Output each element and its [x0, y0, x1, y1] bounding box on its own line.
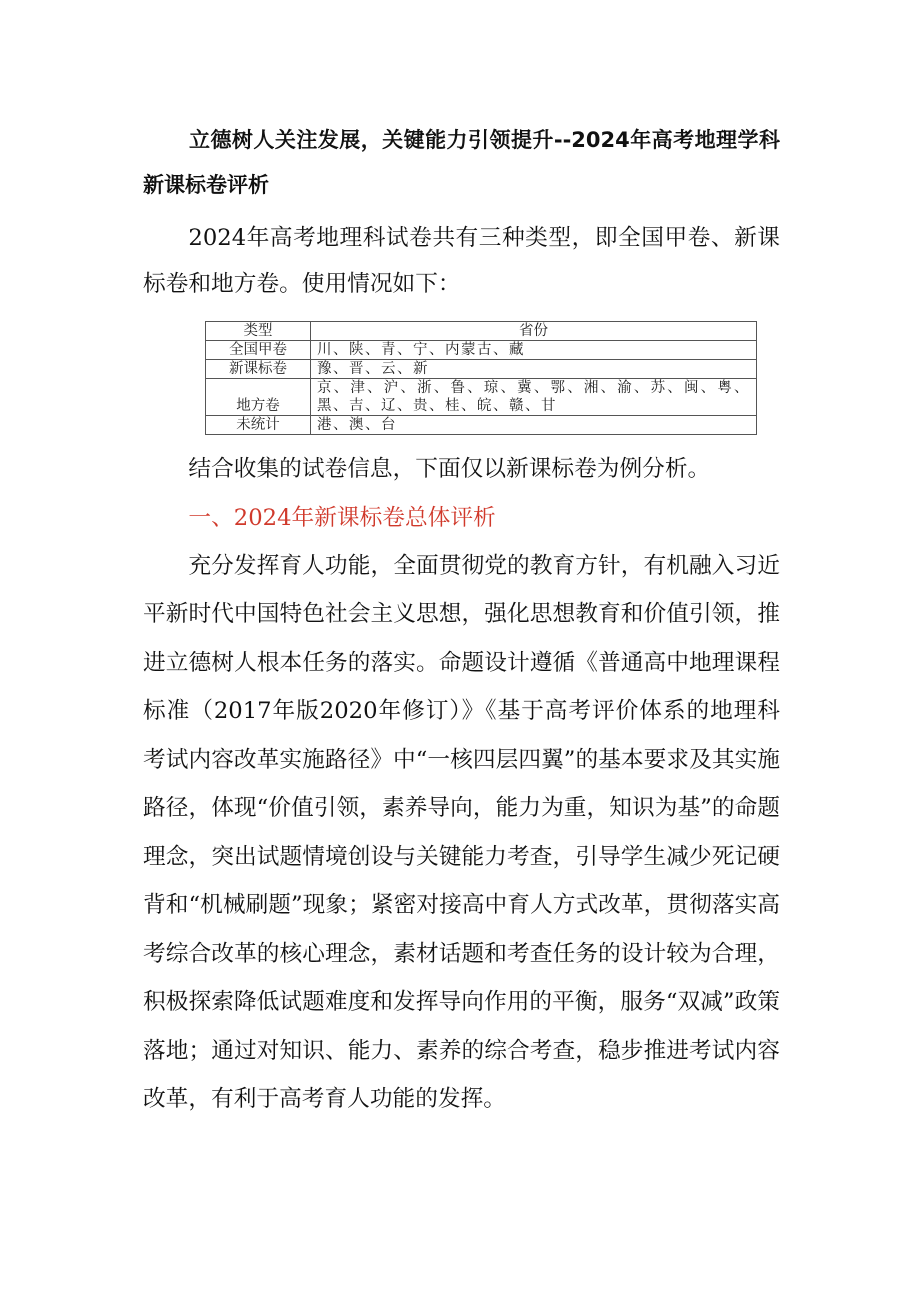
intro-paragraph: 2024年高考地理科试卷共有三种类型，即全国甲卷、新课标卷和地方卷。使用情况如下： [143, 225, 780, 297]
table-row [206, 379, 757, 416]
table-row [206, 341, 757, 360]
document-title: 立德树人关注发展，关键能力引领提升--2024年高考地理学科新课标卷评析 [143, 128, 780, 197]
cell-provinces: 川、陕、青、宁、内蒙古、藏 [311, 341, 757, 360]
section-heading: 一、2024年新课标卷总体评析 [188, 504, 496, 531]
exam-type-table [205, 321, 757, 435]
document-page [143, 118, 780, 1124]
table-row [206, 416, 757, 435]
table-row [206, 360, 757, 379]
table-header-row [206, 322, 757, 341]
cell-type: 新课标卷 [206, 360, 311, 379]
section-paragraph: 充分发挥育人功能，全面贯彻党的教育方针，有机融入习近平新时代中国特色社会主义思想，强化思想教育和价值引领，推进立德树人根本任务的落实。命题设计遵循《普通高中地理课程标准（2017年版2020年修订）》《基于高考评价体系的地理科考试内容改革实施路径》中“一核四层四翼”的基本要求及其实施路径，体现“价值引领，素养导向，能力为重，知识为基”的命题理念，突出试题情境创设与关键能力考查，引导学生减少死记硬背和“机械刷题”现象；紧密对接高中育人方式改革，贯彻落实高考综合改革的核心理念，素材话题和考查任务的设计较为合理，积极探索降低试题难度和发挥导向作用的平衡，服务“双减”政策落地；通过对知识、能力、素养的综合考查，稳步推进考试内容改革，有利于高考育人功能的发挥。 [143, 552, 780, 1112]
cell-type: 全国甲卷 [206, 341, 311, 360]
cell-type: 地方卷 [206, 379, 311, 416]
header-type: 类型 [206, 322, 311, 341]
after-table-paragraph: 结合收集的试卷信息，下面仅以新课标卷为例分析。 [188, 456, 711, 482]
cell-provinces: 港、澳、台 [311, 416, 757, 435]
cell-provinces: 京、津、沪、浙、鲁、琼、冀、鄂、湘、渝、苏、闽、粤、黑、吉、辽、贵、桂、皖、赣、甘 [311, 379, 757, 416]
cell-provinces: 豫、晋、云、新 [311, 360, 757, 379]
cell-type: 未统计 [206, 416, 311, 435]
header-provinces: 省份 [311, 322, 757, 341]
